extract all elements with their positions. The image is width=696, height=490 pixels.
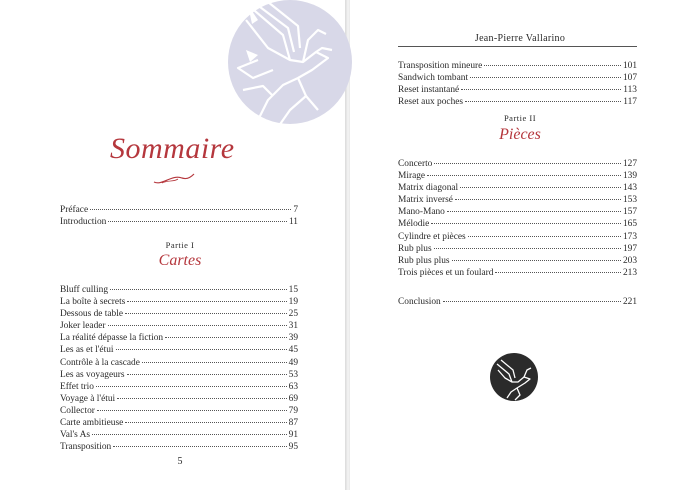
toc-entry-page: 153 [622, 195, 637, 206]
leader-dots [465, 101, 621, 102]
toc-entry-label: Mano-Mano [398, 207, 445, 218]
toc-entry[interactable] [60, 417, 298, 429]
leader-dots [427, 175, 621, 176]
toc-entry-page: 11 [288, 217, 298, 228]
toc-entry[interactable] [60, 204, 298, 216]
leader-dots [108, 221, 287, 222]
leader-dots [468, 236, 621, 237]
toc-entry-page: 213 [622, 267, 637, 278]
toc-entry-label: Préface [60, 205, 89, 215]
toc-entry[interactable] [60, 332, 298, 344]
title-flourish-icon [152, 172, 196, 191]
toc-entry-page: 25 [288, 309, 298, 320]
toc-entry-page: 95 [288, 442, 298, 453]
toc-entry-label: Val's As [60, 430, 91, 441]
toc-entry-label: Joker leader [60, 321, 106, 332]
toc-entry-page: 107 [622, 73, 637, 84]
toc-entry-page: 139 [622, 171, 637, 182]
toc-entry[interactable] [398, 158, 637, 170]
running-header: Jean-Pierre Vallarino [474, 33, 566, 44]
toc-entry-page: 101 [622, 61, 637, 71]
part-one-label: Partie I [165, 240, 195, 250]
leader-dots [125, 422, 286, 423]
leader-dots [470, 77, 621, 78]
toc-title: Sommaire [110, 132, 235, 165]
toc-entry[interactable] [398, 206, 637, 218]
toc-entry-label: Trois pièces et un foulard [398, 267, 494, 278]
leader-dots [110, 289, 287, 290]
toc-entry[interactable] [398, 84, 637, 96]
leader-dots [96, 386, 287, 387]
leader-dots [117, 398, 286, 399]
leader-dots [108, 325, 287, 326]
toc-entry-label: Rub plus [398, 243, 432, 254]
toc-entry-page: 157 [622, 207, 637, 218]
toc-entry-label: Rub plus plus [398, 255, 450, 266]
toc-entry-page: 31 [288, 321, 298, 332]
header-rule [398, 46, 637, 47]
front-matter-list [60, 204, 298, 228]
leader-dots [116, 349, 287, 350]
part-one-name: Cartes [158, 252, 202, 269]
toc-entry-label: Mirage [398, 171, 426, 182]
toc-entry[interactable] [398, 296, 637, 308]
toc-entry-label: Concerto [398, 159, 433, 169]
toc-entry-page: 117 [623, 97, 637, 108]
toc-entry[interactable] [60, 429, 298, 441]
dove-watermark-icon [228, 0, 378, 150]
toc-entry-label: Matrix diagonal [398, 183, 459, 194]
toc-entry-label: Effet trio [60, 381, 94, 392]
toc-entry-label: La réalité dépasse la fiction [60, 333, 164, 344]
toc-entry[interactable] [60, 369, 298, 381]
toc-entry-page: 91 [288, 430, 298, 441]
toc-entry-label: Dessous de table [60, 309, 124, 320]
toc-entry-label: Voyage à l'étui [60, 393, 116, 404]
toc-entry[interactable] [60, 381, 298, 393]
toc-entry[interactable] [60, 216, 298, 228]
toc-entry-label: Transposition mineure [398, 61, 483, 71]
toc-entry[interactable] [398, 267, 637, 279]
toc-entry-label: Collector [60, 405, 95, 416]
toc-entry[interactable] [60, 284, 298, 296]
toc-entry[interactable] [60, 344, 298, 356]
leader-dots [460, 187, 621, 188]
toc-entry-label: Reset aux poches [398, 97, 464, 108]
toc-entry-page: 15 [288, 285, 298, 295]
leader-dots [452, 260, 621, 261]
toc-entry[interactable] [398, 96, 637, 108]
toc-entry-page: 143 [622, 183, 637, 194]
toc-entry-page: 49 [288, 357, 298, 368]
page-number: 5 [177, 456, 183, 467]
toc-entry-page: 221 [622, 297, 637, 307]
toc-entry-page: 173 [622, 231, 637, 242]
toc-entry-page: 165 [622, 219, 637, 230]
toc-entry-label: Introduction [60, 217, 107, 228]
toc-entry-label: Reset instantané [398, 85, 460, 96]
toc-entry[interactable] [398, 170, 637, 182]
toc-entry-page: 45 [288, 345, 298, 356]
toc-entry-label: Matrix inversé [398, 195, 453, 206]
toc-entry-label: Carte ambitieuse [60, 418, 124, 429]
toc-entry[interactable] [398, 231, 637, 243]
part-two-entries [398, 158, 637, 279]
leader-dots [447, 211, 621, 212]
toc-entry-label: Cylindre et pièces [398, 231, 466, 242]
toc-entry[interactable] [398, 255, 637, 267]
toc-entry-page: 19 [288, 297, 298, 308]
leader-dots [165, 337, 287, 338]
toc-entry-label: Les as et l'étui [60, 345, 114, 356]
leader-dots [113, 446, 286, 447]
leader-dots [92, 434, 287, 435]
part-one-entries [60, 284, 298, 453]
leader-dots [90, 209, 291, 210]
leader-dots [455, 199, 621, 200]
toc-entry[interactable] [60, 441, 298, 453]
leader-dots [431, 223, 621, 224]
toc-entry[interactable] [398, 72, 637, 84]
toc-entry-label: Transposition [60, 442, 112, 453]
toc-entry-page: 87 [288, 418, 298, 429]
toc-entry-page: 63 [288, 381, 298, 392]
toc-entry-page: 197 [622, 243, 637, 254]
leader-dots [97, 410, 287, 411]
toc-entry[interactable] [60, 308, 298, 320]
leader-dots [434, 163, 621, 164]
leader-dots [443, 301, 621, 302]
toc-entry-label: La boîte à secrets [60, 297, 126, 308]
toc-entry-label: Les as voyageurs [60, 369, 125, 380]
toc-entry-label: Mélodie [398, 219, 430, 230]
leader-dots [495, 272, 620, 273]
toc-entry-page: 127 [622, 159, 637, 169]
toc-entry[interactable] [398, 194, 637, 206]
leader-dots [142, 362, 287, 363]
toc-entry[interactable] [60, 296, 298, 308]
toc-entry-label: Sandwich tombant [398, 73, 469, 84]
toc-entry-page: 53 [288, 369, 298, 380]
toc-entry[interactable] [398, 218, 637, 230]
leader-dots [461, 89, 621, 90]
dove-emblem-icon [487, 350, 541, 404]
toc-entry-page: 113 [623, 85, 637, 96]
toc-entry[interactable] [60, 357, 298, 369]
toc-entry-page: 69 [288, 393, 298, 404]
leader-dots [125, 313, 287, 314]
toc-entry[interactable] [60, 405, 298, 417]
toc-entry[interactable] [398, 243, 637, 255]
leader-dots [484, 65, 621, 66]
toc-entry-page: 7 [293, 205, 298, 215]
toc-entry[interactable] [60, 320, 298, 332]
part-two-label: Partie II [503, 113, 537, 123]
part-two-name: Pièces [499, 126, 541, 143]
leader-dots [127, 301, 286, 302]
toc-entry-label: Bluff culling [60, 285, 109, 295]
toc-entry[interactable] [398, 60, 637, 72]
continued-entries [398, 60, 637, 108]
toc-entry[interactable] [398, 182, 637, 194]
toc-entry-label: Conclusion [398, 297, 441, 307]
conclusion-entry-list [398, 296, 637, 308]
toc-entry-page: 39 [288, 333, 298, 344]
toc-entry[interactable] [60, 393, 298, 405]
toc-entry-page: 79 [288, 405, 298, 416]
toc-entry-label: Contrôle à la cascade [60, 357, 140, 368]
toc-entry-page: 203 [622, 255, 637, 266]
leader-dots [127, 374, 287, 375]
leader-dots [434, 248, 621, 249]
